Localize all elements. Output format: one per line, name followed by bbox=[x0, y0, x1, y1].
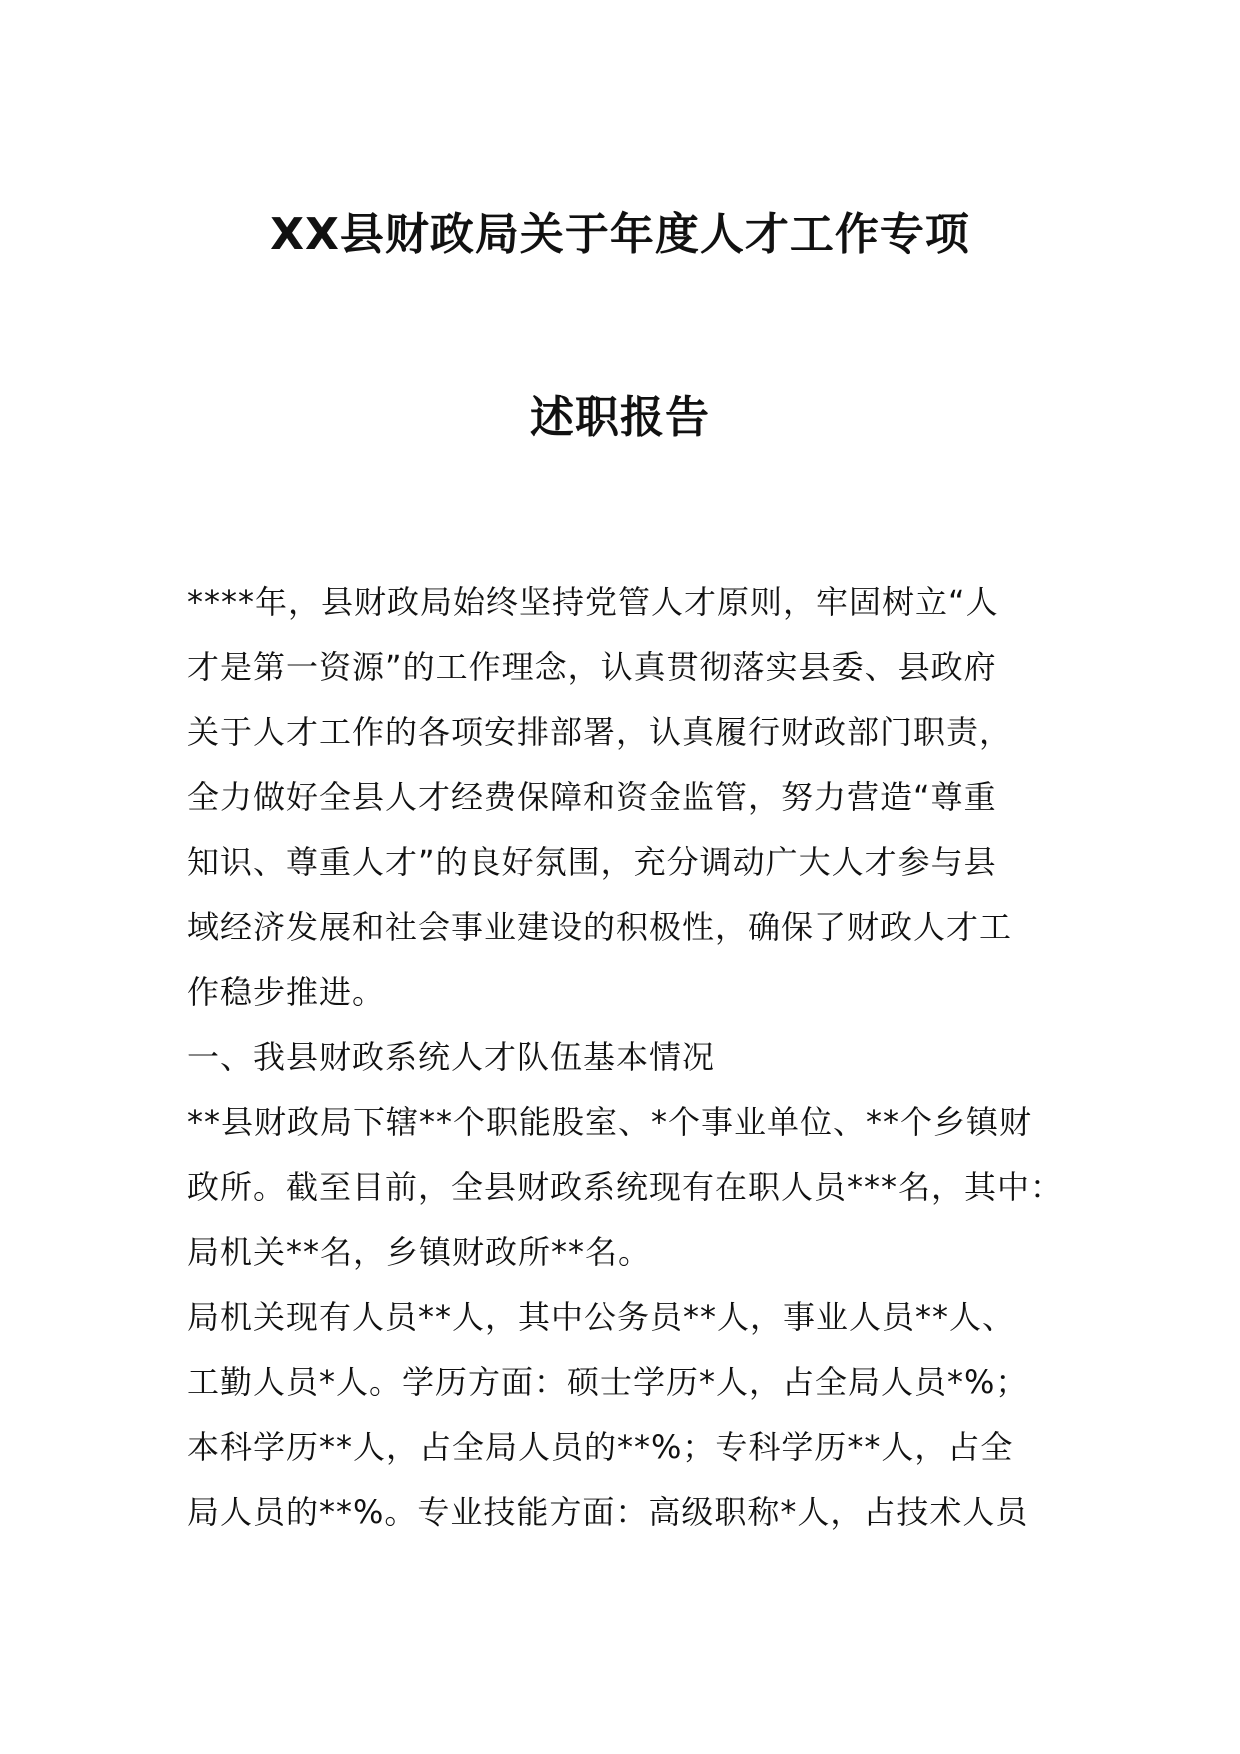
document-body bbox=[187, 570, 1087, 1545]
text-line: 工勤人员*人。学历方面：硕士学历*人，占全局人员*%； bbox=[187, 1363, 1029, 1401]
text-line: **县财政局下辖**个职能股室、*个事业单位、**个乡镇财 bbox=[187, 1103, 1033, 1141]
text-line: 局人员的**%。专业技能方面：高级职称*人，占技术人员 bbox=[187, 1493, 1029, 1531]
text-line: ****年，县财政局始终坚持党管人才原则，牢固树立“人 bbox=[187, 583, 999, 621]
paragraph-intro bbox=[187, 570, 1087, 1025]
text-line: 全力做好全县人才经费保障和资金监管，努力营造“尊重 bbox=[187, 778, 997, 816]
document-title-line-2: 述职报告 bbox=[530, 392, 710, 443]
text-line: 才是第一资源”的工作理念，认真贯彻落实县委、县政府 bbox=[187, 648, 997, 686]
text-line: 关于人才工作的各项安排部署，认真履行财政部门职责， bbox=[187, 713, 1013, 751]
paragraph-structure bbox=[187, 1090, 1087, 1285]
text-line: 政所。截至目前，全县财政系统现有在职人员***名，其中： bbox=[187, 1168, 1064, 1206]
text-line: 局机关现有人员**人，其中公务员**人，事业人员**人、 bbox=[187, 1298, 1016, 1336]
text-line: 域经济发展和社会事业建设的积极性，确保了财政人才工 bbox=[187, 908, 1013, 946]
text-line: 本科学历**人，占全局人员的**%；专科学历**人，占全 bbox=[187, 1428, 1014, 1466]
section-heading-1 bbox=[187, 1025, 1087, 1090]
paragraph-staff bbox=[187, 1285, 1087, 1545]
text-line: 作稳步推进。 bbox=[187, 973, 386, 1011]
section-heading-text: 一、我县财政系统人才队伍基本情况 bbox=[187, 1038, 716, 1076]
document-title-line-1: XX县财政局关于年度人才工作专项 bbox=[270, 209, 970, 260]
text-line: 局机关**名，乡镇财政所**名。 bbox=[187, 1233, 652, 1271]
text-line: 知识、尊重人才”的良好氛围，充分调动广大人才参与县 bbox=[187, 843, 997, 881]
